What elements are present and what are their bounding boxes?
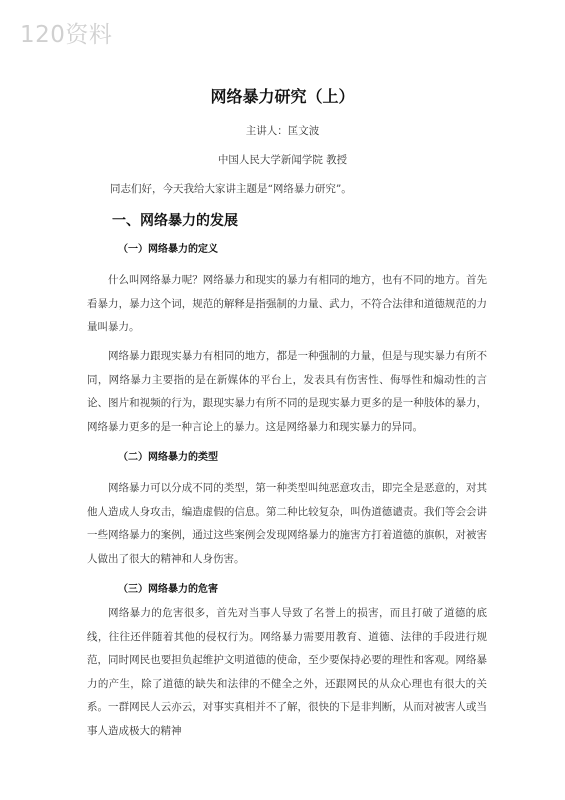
watermark: 120资料 (20, 22, 113, 48)
paragraph-types: 网络暴力可以分成不同的类型，第一种类型叫纯恶意攻击，即完全是恶意的，对其他人造成人身攻击，编造虚假的信息。第二种比较复杂，叫伪道德谴责。我们等会会讲一些网络暴力的案例，通过这些案例会发现网络暴力的施害方打着道德的旗帜，对被害人做出了很大的精神和人身伤害。 (87, 482, 487, 565)
subsection-heading-types: （二）网络暴力的类型 (118, 452, 218, 463)
subsection-heading-definition: （一）网络暴力的定义 (118, 244, 218, 255)
document-title: 网络暴力研究（上） (210, 87, 355, 106)
subsection-heading-harm: （三）网络暴力的危害 (118, 584, 218, 595)
greeting-paragraph: 同志们好，今天我给大家讲主题是“网络暴力研究”。 (110, 183, 352, 195)
paragraph-definition-1: 什么叫网络暴力呢？网络暴力和现实的暴力有相同的地方，也有不同的地方。首先看暴力，暴力这个词，规范的解释是指强制的力量、武力，不符合法律和道德规范的力量叫暴力。 (87, 274, 487, 333)
affiliation-line: 中国人民大学新闻学院 教授 (217, 154, 348, 166)
paragraph-definition-2: 网络暴力跟现实暴力有相同的地方，都是一种强制的力量，但是与现实暴力有所不同，网络暴力主要指的是在新媒体的平台上，发表具有伤害性、侮辱性和煽动性的言论、图片和视频的行为，跟现实暴力有所不同的是现实暴力更多的是一种肢体的暴力，网络暴力更多的是一种言论上的暴力。这是网络暴力和现实暴力的异同。 (87, 350, 487, 433)
section-heading: 一、网络暴力的发展 (112, 213, 238, 229)
paragraph-harm: 网络暴力的危害很多，首先对当事人导致了名誉上的损害，而且打破了道德的底线，往往还伴随着其他的侵权行为。网络暴力需要用教育、道德、法律的手段进行规范，同时网民也要担负起维护文明道德的使命，至少要保持必要的理性和客观。网络暴力的产生，除了道德的缺失和法律的不健全之外，还跟网民的从众心理也有很大的关系。一群网民人云亦云，对事实真相并不了解，很快的下是非判断，从而对被害人或当事人造成极大的精神 (87, 607, 487, 737)
speaker-line: 主讲人：匡文波 (245, 125, 320, 137)
